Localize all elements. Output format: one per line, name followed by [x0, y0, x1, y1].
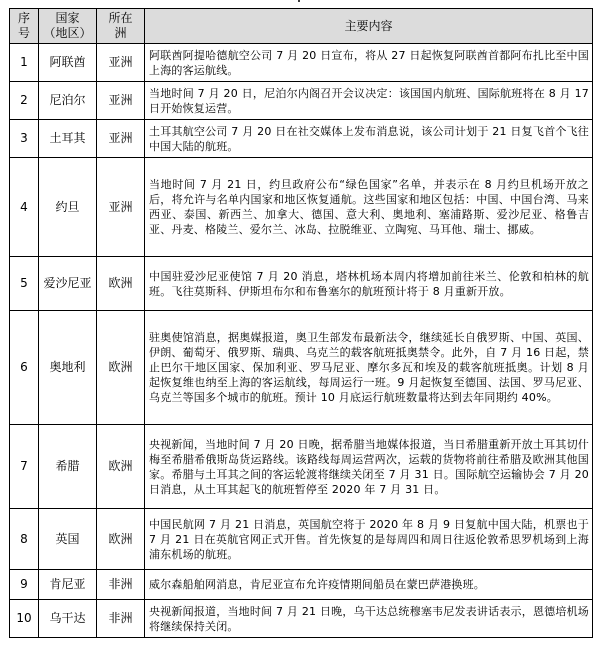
top-dot: [298, 0, 300, 2]
row-country: 英国: [39, 509, 97, 570]
row-number: 2: [10, 82, 39, 120]
row-continent: 欧洲: [97, 509, 145, 570]
header-number: 序 号: [10, 9, 39, 44]
table-row: [10, 158, 593, 257]
table-row: [10, 44, 593, 82]
row-content: 央视新闻报道，当地时间 7 月 21 日晚，乌干达总统穆塞韦尼发表讲话表示，恩德培机场将继续保持关闭。: [145, 600, 593, 638]
header-content: 主要内容: [145, 9, 593, 44]
row-number: 3: [10, 120, 39, 158]
row-country: 土耳其: [39, 120, 97, 158]
row-country: 约旦: [39, 158, 97, 257]
table-row: [10, 570, 593, 600]
airline-resumption-table: [9, 8, 593, 638]
table-row: [10, 311, 593, 425]
table-row: [10, 120, 593, 158]
row-country: 尼泊尔: [39, 82, 97, 120]
row-country: 奥地利: [39, 311, 97, 425]
table-row: [10, 257, 593, 311]
table-row: [10, 82, 593, 120]
header-country: 国家 （地区）: [39, 9, 97, 44]
row-continent: 非洲: [97, 570, 145, 600]
row-number: 10: [10, 600, 39, 638]
row-country: 乌干达: [39, 600, 97, 638]
row-number: 4: [10, 158, 39, 257]
row-continent: 非洲: [97, 600, 145, 638]
row-continent: 欧洲: [97, 425, 145, 509]
row-continent: 欧洲: [97, 311, 145, 425]
header-continent: 所在 洲: [97, 9, 145, 44]
row-continent: 亚洲: [97, 82, 145, 120]
row-content: 中国民航网 7 月 21 日消息，英国航空将于 2020 年 8 月 9 日复航中国大陆，机票也于 7 月 21 日在英航官网正式开售。首先恢复的是每周四和周日往返伦敦希思罗机场到上海浦东机场的航班。: [145, 509, 593, 570]
row-number: 9: [10, 570, 39, 600]
row-continent: 亚洲: [97, 44, 145, 82]
row-country: 爱沙尼亚: [39, 257, 97, 311]
row-content: 威尔森船舶网消息，肯尼亚宣布允许疫情期间船员在蒙巴萨港换班。: [145, 570, 593, 600]
table-row: [10, 425, 593, 509]
row-continent: 亚洲: [97, 158, 145, 257]
document-table-wrapper: [9, 8, 592, 638]
row-number: 5: [10, 257, 39, 311]
row-country: 希腊: [39, 425, 97, 509]
row-content: 土耳其航空公司 7 月 20 日在社交媒体上发布消息说，该公司计划于 21 日复飞首个飞往中国大陆的航班。: [145, 120, 593, 158]
table-row: [10, 509, 593, 570]
row-content: 央视新闻，当地时间 7 月 20 日晚，据希腊当地媒体报道，当日希腊重新开放土耳其切什梅至希腊希俄斯岛货运路线。该路线每周运营两次，运载的货物将前往希腊及欧洲其他国家。希腊与土耳其之间的客运轮渡将继续关闭至 7 月 31 日。国际航空运输协会 7 月 20 日消息，从土耳其起飞的航班暂停至 2020 年 7 月 31 日。: [145, 425, 593, 509]
row-number: 7: [10, 425, 39, 509]
row-number: 1: [10, 44, 39, 82]
row-continent: 欧洲: [97, 257, 145, 311]
row-number: 6: [10, 311, 39, 425]
row-number: 8: [10, 509, 39, 570]
table-row: [10, 600, 593, 638]
row-continent: 亚洲: [97, 120, 145, 158]
row-country: 肯尼亚: [39, 570, 97, 600]
row-content: 中国驻爱沙尼亚使馆 7 月 20 消息，塔林机场本周内将增加前往米兰、伦敦和柏林的航班。飞往莫斯科、伊斯坦布尔和布鲁塞尔的航班预计将于 8 月重新开放。: [145, 257, 593, 311]
row-content: 当地时间 7 月 20 日，尼泊尔内阁召开会议决定：该国国内航班、国际航班将在 8 月 17 日开始恢复运营。: [145, 82, 593, 120]
row-content: 驻奥使馆消息，据奥媒报道，奥卫生部发布最新法令，继续延长自俄罗斯、中国、英国、伊朗、葡萄牙、俄罗斯、瑞典、乌克兰的载客航班抵奥禁令。此外，自 7 月 16 日起，禁止巴尔干地区国家、保加利亚、罗马尼亚、摩尔多瓦和埃及的载客航班抵奥。计划 8 月起恢复维也纳至上海的客运航线，每周运行一班。9 月起恢复至德国、法国、罗马尼亚、乌克兰等国多个城市的航班。预计 10 月底运行航班数量将达到去年同期约 40%。: [145, 311, 593, 425]
row-content: 阿联酋阿提哈德航空公司 7 月 20 日宣布，将从 27 日起恢复阿联酋首都阿布扎比至中国上海的客运航线。: [145, 44, 593, 82]
row-country: 阿联酋: [39, 44, 97, 82]
row-content: 当地时间 7 月 21 日，约旦政府公布“绿色国家”名单，并表示在 8 月约旦机场开放之后，将允许与名单内国家和地区恢复通航。这些国家和地区包括：中国、中国台湾、马来西亚、泰国、新西兰、加拿大、德国、意大利、奥地利、塞浦路斯、爱沙尼亚、格鲁吉亚、丹麦、格陵兰、爱尔兰、冰岛、拉脱维亚、立陶宛、马耳他、瑞士、挪威。: [145, 158, 593, 257]
table-header-row: [10, 9, 593, 44]
